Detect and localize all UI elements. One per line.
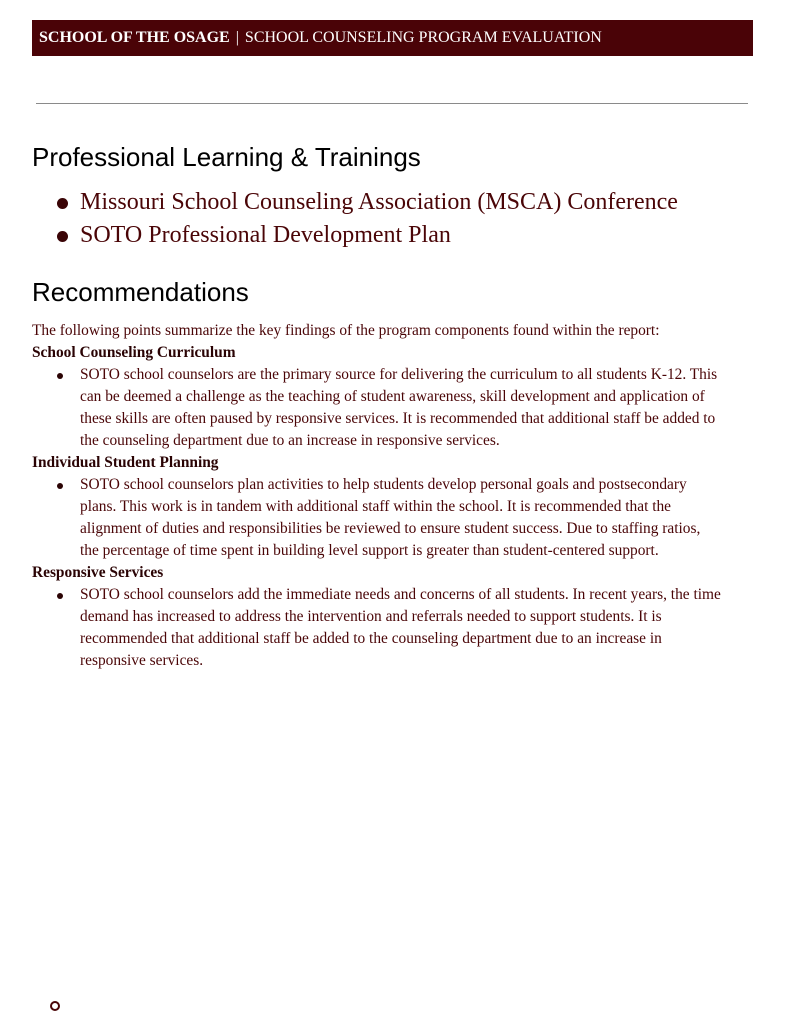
section-title-planning: Individual Student Planning <box>32 454 219 471</box>
list-item-text: Missouri School Counseling Association (MSCA) Conference <box>80 189 678 215</box>
professional-learning-heading: Professional Learning & Trainings <box>32 142 421 172</box>
header-school-name: SCHOOL OF THE OSAGE <box>39 29 230 46</box>
paragraph-line: these skills are often paused by responsive services. It is recommended that additional staff be added to <box>80 410 716 427</box>
section-title-responsive: Responsive Services <box>32 564 164 581</box>
list-item <box>32 186 678 219</box>
bullet-icon <box>57 593 63 599</box>
paragraph-line: SOTO school counselors are the primary source for delivering the curriculum to all students K-12. This <box>80 366 718 383</box>
recommendations-body <box>32 320 757 672</box>
section-list-curriculum <box>32 364 757 452</box>
professional-learning-list <box>32 186 678 252</box>
recommendations-intro: The following points summarize the key findings of the program components found within the report: <box>32 322 660 339</box>
paragraph-line: can be deemed a challenge as the teaching of student awareness, skill development and application of <box>80 388 705 405</box>
paragraph-line: alignment of duties and responsibilities be reviewed to ensure student success. Due to staffing ratios, <box>80 520 701 537</box>
paragraph-line: responsive services. <box>80 652 204 669</box>
bullet-icon <box>57 198 68 209</box>
bullet-icon <box>57 231 68 242</box>
paragraph-line: demand has increased to address the intervention and referrals needed to support students. It is <box>80 608 662 625</box>
document-header-bar <box>32 20 753 56</box>
list-item-text: SOTO Professional Development Plan <box>80 222 451 248</box>
paragraph-line: plans. This work is in tandem with additional staff within the school. It is recommended that the <box>80 498 672 515</box>
recommendations-heading: Recommendations <box>32 277 249 307</box>
paragraph-line: recommended that additional staff be added to the counseling department due to an increase in <box>80 630 662 647</box>
list-item <box>32 474 757 562</box>
bullet-icon <box>57 373 63 379</box>
section-title-curriculum: School Counseling Curriculum <box>32 344 236 361</box>
list-item <box>32 364 757 452</box>
bullet-icon <box>57 483 63 489</box>
paragraph-line: the percentage of time spent in building level support is greater than student-centered support. <box>80 542 659 559</box>
header-separator: | <box>235 29 239 46</box>
header-document-title: SCHOOL COUNSELING PROGRAM EVALUATION <box>244 29 602 46</box>
list-item <box>32 219 678 252</box>
paragraph-line: SOTO school counselors add the immediate needs and concerns of all students. In recent years, the time <box>80 586 721 603</box>
paragraph-line: the counseling department due to an increase in responsive services. <box>80 432 500 449</box>
section-list-planning <box>32 474 757 562</box>
page-corner-mark <box>50 1001 60 1011</box>
section-list-responsive <box>32 584 757 672</box>
paragraph-line: SOTO school counselors plan activities to help students develop personal goals and postsecondary <box>80 476 687 493</box>
list-item <box>32 584 757 672</box>
header-divider <box>36 103 748 104</box>
